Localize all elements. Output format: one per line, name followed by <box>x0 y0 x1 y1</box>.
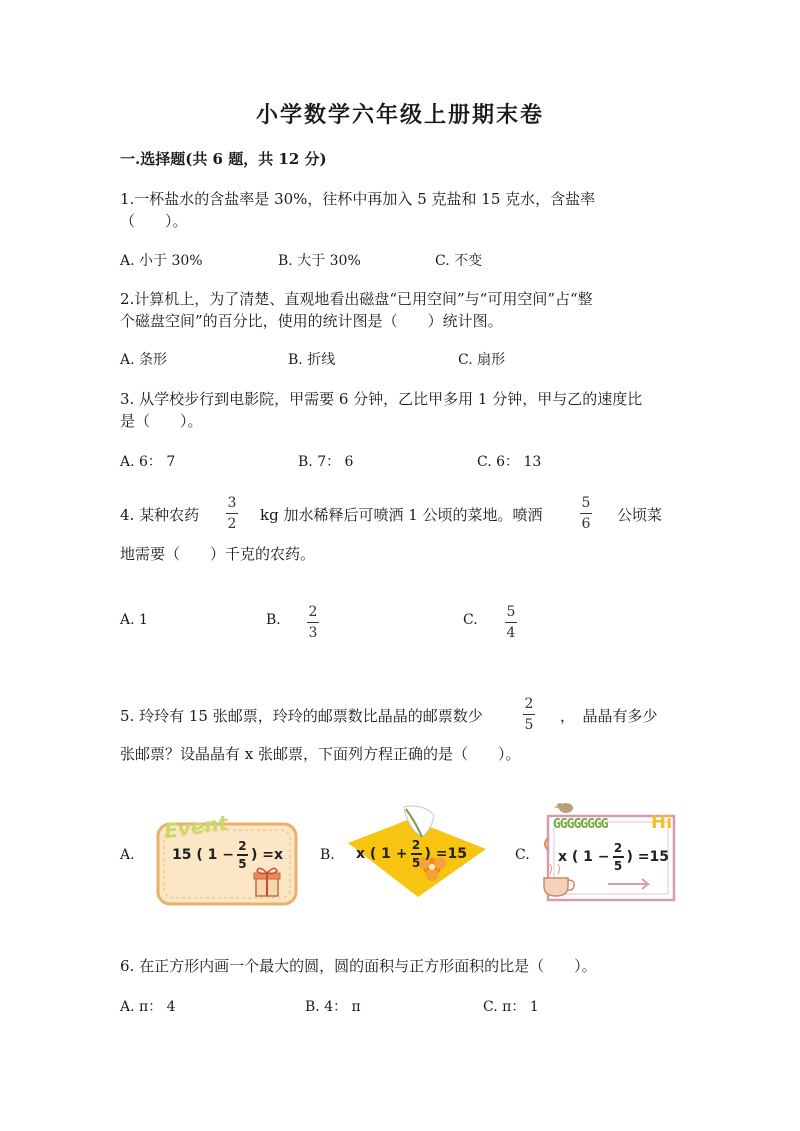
fraction-numerator: 2 <box>613 841 623 855</box>
equation-fraction <box>411 839 422 869</box>
equation-right: ) =x <box>250 847 284 863</box>
fraction-denominator: 4 <box>506 625 516 641</box>
q4-fraction-five-sixths <box>580 496 592 531</box>
q2-option-c[interactable]: C. 扇形 <box>458 352 506 368</box>
q5-option-b-equation <box>356 839 467 869</box>
fraction-denominator: 5 <box>613 859 623 873</box>
q5-option-b-label: B. <box>320 847 335 863</box>
fraction-bar <box>226 513 238 514</box>
q6-option-c[interactable]: C. π： 1 <box>483 999 539 1015</box>
fraction-numerator: 2 <box>411 838 421 852</box>
q4-option-a[interactable]: A. 1 <box>120 612 148 628</box>
question-1-line-1: 1.一杯盐水的含盐率是 30%，往杯中再加入 5 克盐和 15 克水，含盐率 <box>120 190 596 208</box>
q5-option-c-equation <box>558 842 669 872</box>
equation-left: x ( 1 + <box>356 846 408 862</box>
fraction-denominator: 5 <box>411 856 421 870</box>
question-4-suffix: 公顷菜 <box>617 506 663 524</box>
fraction-bar <box>411 853 422 855</box>
question-4-middle: kg 加水稀释后可喷洒 1 公顷的菜地。喷洒 <box>260 506 543 524</box>
fraction-bar <box>307 622 319 623</box>
q5-option-c-label: C. <box>515 847 530 863</box>
q5-option-a-label: A. <box>120 847 135 863</box>
q5-option-a-equation <box>172 840 283 870</box>
q3-option-b[interactable]: B. 7： 6 <box>298 454 354 470</box>
question-6-line-1: 6. 在正方形内画一个最大的圆，圆的面积与正方形面积的比是（ ）。 <box>120 957 597 975</box>
question-4-prefix: 4. 某种农药 <box>120 506 200 524</box>
q6-option-b[interactable]: B. 4： π <box>305 999 361 1015</box>
equation-right: ) =15 <box>626 849 670 865</box>
q5-fraction-two-fifths <box>523 697 535 732</box>
fraction-bar <box>613 856 624 858</box>
q4-option-c-fraction <box>505 605 517 640</box>
fraction-bar <box>505 622 517 623</box>
question-4-line-2: 地需要（ ）千克的农药。 <box>120 545 316 563</box>
q6-option-a[interactable]: A. π： 4 <box>120 999 176 1015</box>
fraction-denominator: 5 <box>524 717 534 733</box>
bird-icon <box>554 803 573 813</box>
q4-option-c-label: C. <box>463 612 478 628</box>
question-2-line-2: 个磁盘空间”的百分比，使用的统计图是（ ）统计图。 <box>120 312 503 330</box>
question-3-line-1: 3. 从学校步行到电影院，甲需要 6 分钟，乙比甲多用 1 分钟，甲与乙的速度比 <box>120 390 643 408</box>
q4-option-b-fraction <box>307 605 319 640</box>
fraction-denominator: 2 <box>227 516 237 532</box>
fraction-bar <box>237 854 248 856</box>
fraction-denominator: 6 <box>581 516 591 532</box>
q4-option-b-label: B. <box>266 612 281 628</box>
fraction-numerator: 5 <box>581 495 591 511</box>
question-5-line-2: 张邮票？设晶晶有 x 张邮票，下面列方程正确的是（ ）。 <box>120 745 521 763</box>
page-title: 小学数学六年级上册期末卷 <box>255 102 544 128</box>
fraction-numerator: 2 <box>238 839 247 853</box>
equation-left: x ( 1 − <box>558 849 610 865</box>
fraction-numerator: 3 <box>227 495 237 511</box>
fraction-numerator: 2 <box>308 604 318 620</box>
q3-option-c[interactable]: C. 6： 13 <box>477 454 542 470</box>
q2-option-b[interactable]: B. 折线 <box>288 352 336 368</box>
fraction-denominator: 3 <box>308 625 318 641</box>
fraction-denominator: 5 <box>238 857 247 871</box>
banner-text: GGGGGGGG <box>553 817 608 832</box>
equation-fraction <box>237 840 248 870</box>
q2-option-a[interactable]: A. 条形 <box>120 352 168 368</box>
q1-option-a[interactable]: A. 小于 30% <box>120 253 203 269</box>
question-1-line-2: （ ）。 <box>120 212 188 230</box>
fraction-numerator: 2 <box>524 696 534 712</box>
fraction-numerator: 5 <box>506 604 516 620</box>
equation-fraction <box>613 842 624 872</box>
fraction-bar <box>523 714 535 715</box>
question-3-line-2: 是（ ）。 <box>120 412 203 430</box>
q1-option-b[interactable]: B. 大于 30% <box>278 253 361 269</box>
question-2-line-1: 2.计算机上，为了清楚、直观地看出磁盘“已用空间”与“可用空间”占“整 <box>120 290 593 308</box>
equation-left: 15 ( 1 − <box>172 847 234 863</box>
question-5-prefix: 5. 玲玲有 15 张邮票，玲玲的邮票数比晶晶的邮票数少 <box>120 707 483 725</box>
q4-fraction-three-halves <box>226 496 238 531</box>
event-banner-text: Event <box>162 810 230 844</box>
fraction-bar <box>580 513 592 514</box>
gift-box-icon <box>254 868 280 896</box>
equation-right: ) =15 <box>424 846 468 862</box>
section-heading: 一.选择题(共 6 题，共 12 分) <box>120 150 327 168</box>
hi-banner-text: Hi <box>651 812 673 833</box>
q3-option-a[interactable]: A. 6： 7 <box>120 454 176 470</box>
q1-option-c[interactable]: C. 不变 <box>435 253 483 269</box>
question-5-suffix: ， 晶晶有多少 <box>560 707 658 725</box>
